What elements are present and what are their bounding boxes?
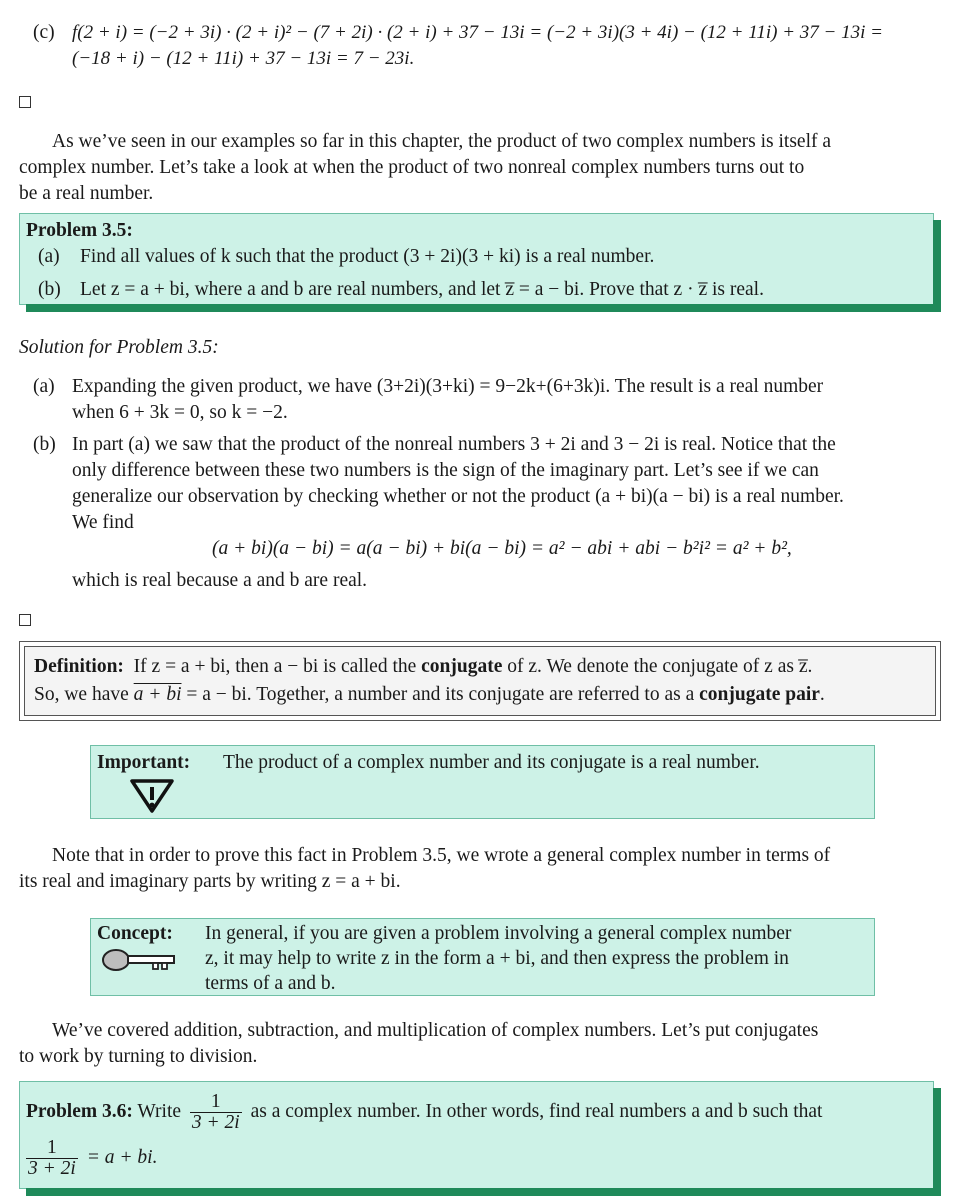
definition-overline-expr: a + bi [133,684,182,705]
solution-b-label: (b) [33,434,56,455]
problem-3-6-fraction [190,1092,242,1133]
definition-box [19,641,941,721]
definition-conjugate-pair-term: conjugate pair [699,684,820,705]
fraction-numerator: 1 [190,1092,242,1113]
problem-3-5-title: Problem 3.5: [26,220,133,241]
problem-3-6-rest: as a complex number. In other words, find real numbers a and b such that [250,1101,823,1122]
definition-label: Definition: [34,656,124,677]
solution-b-line1: In part (a) we saw that the product of the nonreal numbers 3 + 2i and 3 − 2i is real. Notice that the [72,434,836,455]
fraction-numerator: 1 [26,1138,78,1159]
intro-line2: complex number. Let’s take a look at when the product of two nonreal complex numbers turns out to [19,157,805,178]
solution-a-line1: Expanding the given product, we have (3+2i)(3+ki) = 9−2k+(6+3k)i. The result is a real number [72,376,824,397]
solution-b-line2: only difference between these two numbers is the sign of the imaginary part. Let’s see if we can [72,460,819,481]
definition-line1-b: of z. We denote the conjugate of z as z̅. [507,656,813,677]
part-c-label: (c) [33,22,55,43]
solution-b-line5: which is real because a and b are real. [72,570,368,591]
qed-square [19,96,31,108]
definition-line1-a: If z = a + bi, then a − bi is called the [133,656,417,677]
problem-3-5-box [19,213,934,305]
important-box [90,745,875,819]
problem-3-5-b-label: (b) [38,279,61,300]
important-text: The product of a complex number and its conjugate is a real number. [223,752,760,773]
part-c-line1: f(2 + i) = (−2 + 3i) · (2 + i)² − (7 + 2i) · (2 + i) + 37 − 13i = (−2 + 3i)(3 + 4i) − (12 + 11i) + 37 − 13i = [72,22,883,43]
concept-label: Concept: [97,923,173,944]
note-line2: its real and imaginary parts by writing z = a + bi. [19,871,401,892]
note-line1: Note that in order to prove this fact in Problem 3.5, we wrote a general complex number in terms of [52,845,831,866]
concept-box [90,918,875,996]
qed-square [19,614,31,626]
part-c-line2: (−18 + i) − (12 + 11i) + 37 − 13i = 7 − 23i. [72,48,415,69]
problem-3-6-rest2: = a + bi. [86,1147,158,1168]
important-label: Important: [97,752,191,773]
warning-icon [129,778,175,814]
fraction-denominator: 3 + 2i [28,1158,76,1180]
key-icon [101,947,179,973]
concept-line1: In general, if you are given a problem involving a general complex number [205,923,792,944]
solution-b-line3: generalize our observation by checking whether or not the product (a + bi)(a − bi) is a real number. [72,486,844,507]
definition-line2-a: = a − bi. Together, a number and its conjugate are referred to as a [186,684,695,705]
covered-line2: to work by turning to division. [19,1046,258,1067]
definition-line2-pre: So, we have [34,684,129,705]
problem-3-6-title: Problem 3.6: [26,1101,133,1122]
solution-a-line2: when 6 + 3k = 0, so k = −2. [72,402,288,423]
solution-b-equation: (a + bi)(a − bi) = a(a − bi) + bi(a − bi) = a² − abi + abi − b²i² = a² + b², [212,538,792,559]
problem-3-5-b-text: Let z = a + bi, where a and b are real numbers, and let z̅ = a − bi. Prove that z · z̅ is real. [80,279,764,300]
problem-3-5-a-text: Find all values of k such that the product (3 + 2i)(3 + ki) is a real number. [80,246,655,267]
fraction-denominator: 3 + 2i [191,1112,240,1134]
solution-a-label: (a) [33,376,55,397]
intro-line1: As we’ve seen in our examples so far in this chapter, the product of two complex numbers is itself a [52,131,832,152]
solution-3-5-heading: Solution for Problem 3.5: [19,337,219,358]
definition-line2-end: . [819,684,825,705]
covered-line1: We’ve covered addition, subtraction, and multiplication of complex numbers. Let’s put conjugates [52,1020,819,1041]
definition-conjugate-term: conjugate [421,656,503,677]
problem-3-6-fraction-2 [26,1138,78,1179]
concept-line3: terms of a and b. [205,973,336,994]
problem-3-5-a-label: (a) [38,246,60,267]
concept-line2: z, it may help to write z in the form a + bi, and then express the problem in [205,948,789,969]
intro-line3: be a real number. [19,183,154,204]
problem-3-6-box [19,1081,934,1189]
problem-3-6-write: Write [137,1101,182,1122]
solution-b-line4: We find [72,512,134,533]
